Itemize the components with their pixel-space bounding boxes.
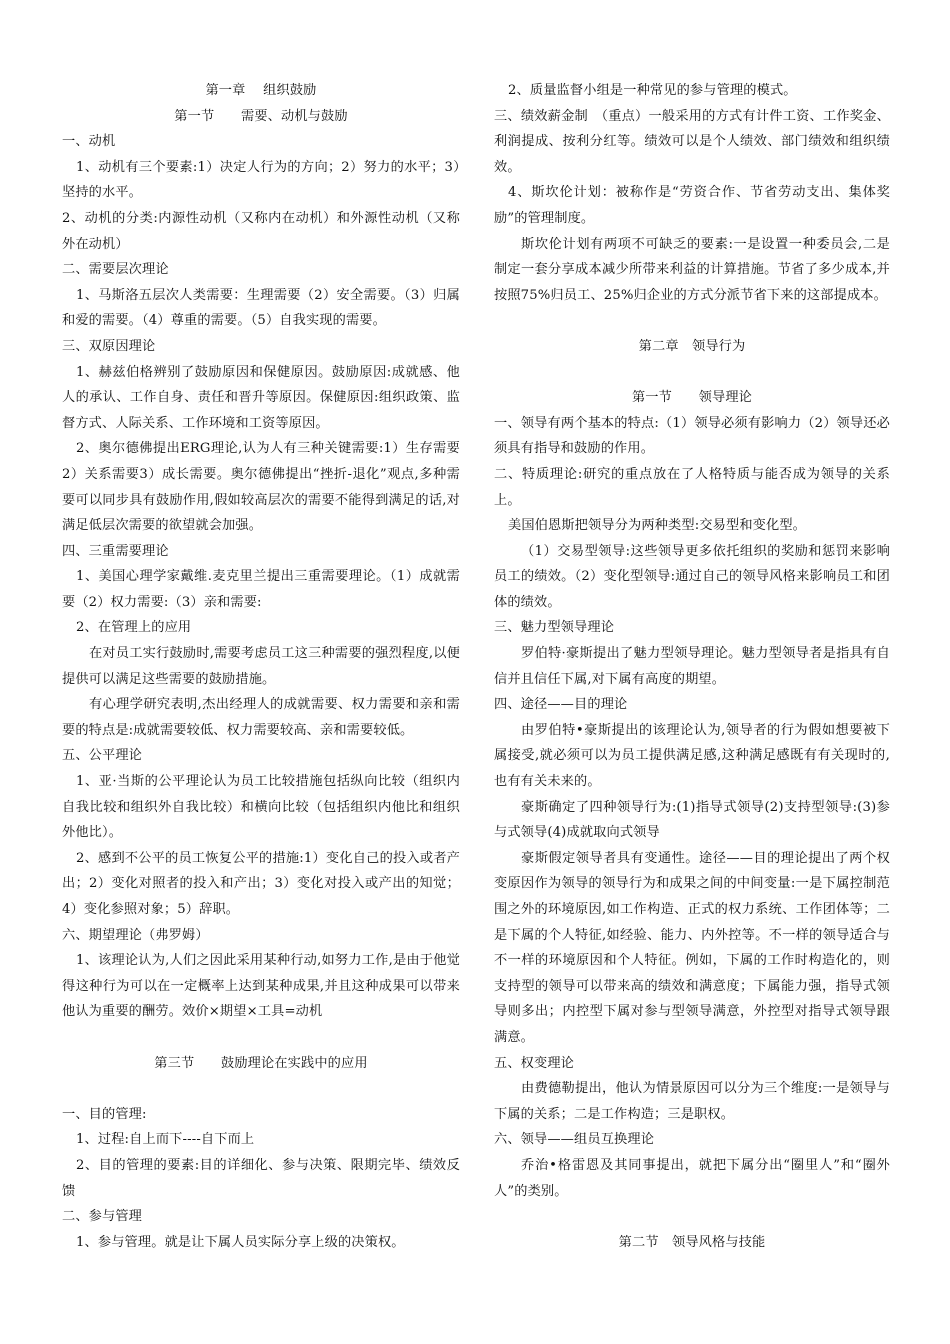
paragraph: 斯坎伦计划有两项不可缺乏的要素:一是设置一种委员会,二是制定一套分享成本减少所带来利益的计算措施。节省了多少成本,并按照75%归员工、25%归企业的方式分派节省下来的这部提成本。: [494, 236, 890, 303]
paragraph: 三、魅力型领导理论: [494, 620, 615, 636]
paragraph: 2、质量监督小组是一种常见的参与管理的模式。: [508, 83, 797, 98]
paragraph: 一、目的管理:: [62, 1106, 147, 1122]
paragraph: 三、双原因理论: [62, 338, 156, 354]
paragraph: 二、特质理论:研究的重点放在了人格特质与能否成为领导的关系上。: [494, 466, 890, 508]
blank-line: [494, 308, 890, 334]
paragraph: 1、该理论认为,人们之因此采用某种行动,如努力工作,是由于他觉得这种行为可以在一定概率上达到某种成果,并且这种成果可以带来他认为重要的酬劳。效价×期望×工具=动机: [62, 953, 460, 1020]
right-column: [494, 78, 890, 1255]
left-column: [62, 78, 460, 1255]
blank-line: [494, 360, 890, 386]
paragraph: 4、斯坎伦计划：被称作是“劳资合作、节省劳动支出、集体奖励”的管理制度。: [494, 185, 890, 226]
paragraph: 一、动机: [62, 134, 116, 150]
paragraph: 由罗伯特•豪斯提出的该理论认为,领导者的行为假如想要被下属接受,就必须可以为员工提供满足感,这种满足感既有有关现时的,也有有关未来的。: [494, 722, 890, 790]
paragraph: 有心理学研究表明,杰出经理人的成就需要、权力需要和亲和需要的特点是:成就需要较低、权力需要较高、亲和需要较低。: [62, 697, 460, 738]
section-heading: 第二节 领导风格与技能: [618, 1234, 766, 1250]
section-heading: 第三节 鼓励理论在实践中的应用: [154, 1055, 368, 1071]
paragraph: 豪斯假定领导者具有变通性。途径——目的理论提出了两个权变原因作为领导的领导行为和成果之间的中间变量:一是下属控制范围之外的环境原因,如工作构造、正式的权力系统、工作团体等；二是下属的个人特征,如经验、能力、内外控等。不一样的领导适合与不一样的环境原因和个人特征。例如，下属的工作时构造化的，则支持型的领导可以带来高的绩效和满意度；下属能力强，指导式领导则多出；内控型下属对参与型领导满意，外控型对指导式领导跟满意。: [494, 850, 890, 1045]
paragraph: 罗伯特·豪斯提出了魅力型领导理论。魅力型领导者是指具有自信并且信任下属,对下属有高度的期望。: [494, 646, 890, 687]
blank-line: [494, 1204, 890, 1230]
paragraph: （1）交易型领导:这些领导更多依托组织的奖励和惩罚来影响员工的绩效。（2）变化型领导:通过自己的领导风格来影响员工和团体的绩效。: [494, 543, 890, 610]
paragraph: 豪斯确定了四种领导行为:(1)指导式领导(2)支持型领导:(3)参与式领导(4)成就取向式领导: [494, 799, 890, 841]
paragraph: 1、赫兹伯格辨别了鼓励原因和保健原因。鼓励原因:成就感、他人的承认、工作自身、责任和晋升等原因。保健原因:组织政策、监督方式、人际关系、工作环境和工资等原因。: [62, 364, 460, 431]
paragraph: 1、马斯洛五层次人类需要：生理需要（2）安全需要。（3）归属和爱的需要。（4）尊重的需要。（5）自我实现的需要。: [62, 287, 460, 329]
paragraph: 在对员工实行鼓励时,需要考虑员工这三种需要的强烈程度,以便提供可以满足这些需要的鼓励措施。: [62, 646, 460, 687]
paragraph: 1、美国心理学家戴维.麦克里兰提出三重需要理论。（1）成就需要（2）权力需要:（3）亲和需要:: [62, 569, 460, 610]
paragraph: 五、公平理论: [62, 748, 143, 764]
section-heading: 第一章 组织鼓励: [205, 83, 317, 98]
paragraph: 2、感到不公平的员工恢复公平的措施:1）变化自己的投入或者产出；2）变化对照者的投入和产出；3）变化对投入或产出的知觉；4）变化参照对象；5）辞职。: [62, 850, 460, 917]
paragraph: 2、奥尔德佛提出ERG理论,认为人有三种关键需要:1）生存需要2）关系需要3）成长需要。奥尔德佛提出“挫折-退化”观点,多种需要可以同步具有鼓励作用,假如较高层次的需要不能得到满足的话,对满足低层次需要的欲望就会加强。: [62, 441, 460, 534]
paragraph: 五、权变理论: [494, 1055, 575, 1071]
paragraph: 二、参与管理: [62, 1209, 143, 1225]
paragraph: 一、领导有两个基本的特点:（1）领导必须有影响力（2）领导还必须具有指导和鼓励的作用。: [494, 415, 890, 457]
paragraph: 六、期望理论（弗罗姆）: [62, 927, 209, 943]
paragraph: 1、动机有三个要素:1）决定人行为的方向；2）努力的水平；3）坚持的水平。: [62, 159, 460, 201]
paragraph: 美国伯恩斯把领导分为两种类型:交易型和变化型。: [508, 518, 807, 534]
paragraph: 由费德勒提出，他认为情景原因可以分为三个维度:一是领导与下属的关系；二是工作构造；三是职权。: [494, 1081, 890, 1122]
blank-line: [62, 1025, 460, 1051]
paragraph: 三、绩效薪金制 （重点）一般采用的方式有计件工资、工作奖金、利润提成、按利分红等。绩效可以是个人绩效、部门绩效和组织绩效。: [494, 108, 890, 175]
paragraph: 六、领导——组员互换理论: [494, 1132, 655, 1148]
blank-line: [62, 1076, 460, 1102]
paragraph: 2、在管理上的应用: [76, 620, 192, 636]
paragraph: 四、三重需要理论: [62, 543, 169, 559]
paragraph: 2、动机的分类:内源性动机（又称内在动机）和外源性动机（又称外在动机）: [62, 210, 460, 252]
paragraph: 乔治•格雷恩及其同事提出，就把下属分出“圈里人”和“圈外人”的类别。: [494, 1157, 890, 1199]
section-heading: 第一节 领导理论: [631, 390, 753, 406]
section-heading: 第一节 需要、动机与鼓励: [174, 108, 348, 124]
paragraph: 1、过程:自上而下----自下而上: [76, 1132, 255, 1148]
paragraph: 二、需要层次理论: [62, 262, 169, 278]
paragraph: 1、亚·当斯的公平理论认为员工比较措施包括纵向比较（组织内自我比较和组织外自我比较）和横向比较（包括组织内他比和组织外他比）。: [62, 774, 460, 841]
section-heading: 第二章 领导行为: [638, 338, 746, 354]
paragraph: 四、途径——目的理论: [494, 697, 628, 713]
paragraph: 1、参与管理。就是让下属人员实际分享上级的决策权。: [76, 1234, 405, 1250]
paragraph: 2、目的管理的要素:目的详细化、参与决策、限期完毕、绩效反馈: [62, 1157, 460, 1199]
